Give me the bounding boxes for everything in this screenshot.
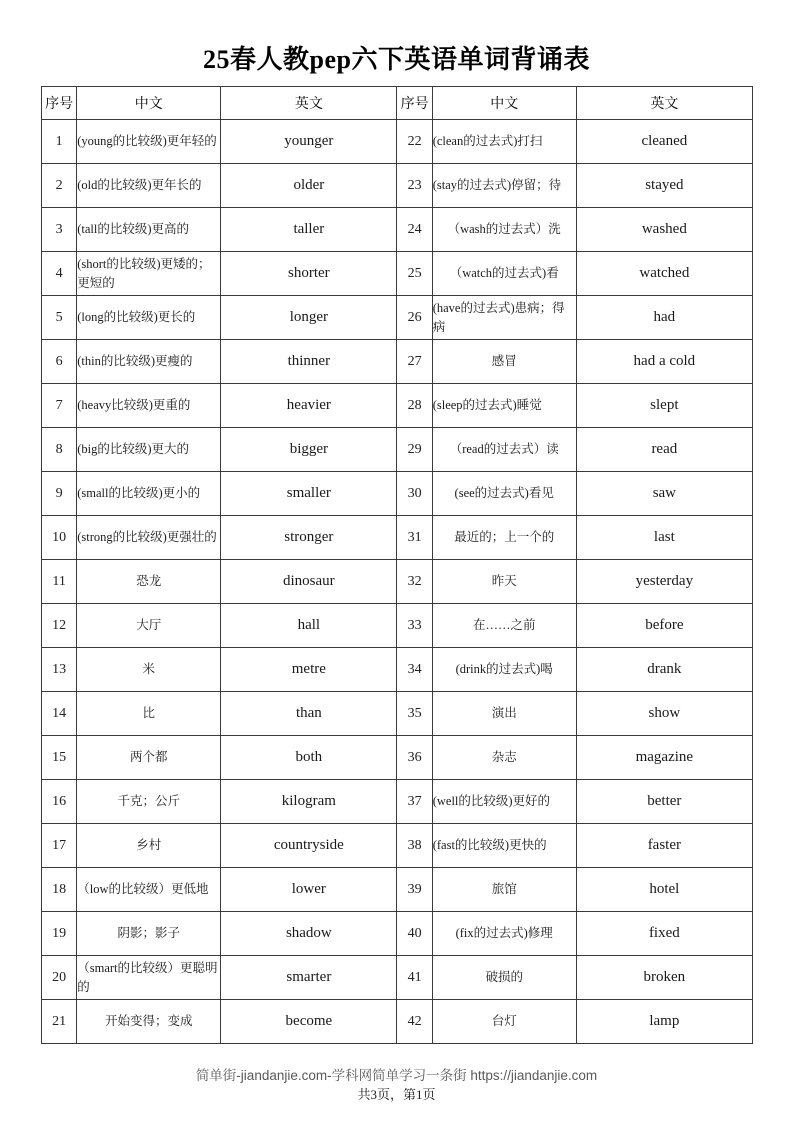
cell-chinese-right: 昨天 xyxy=(432,560,576,604)
cell-chinese-left: 米 xyxy=(77,648,221,692)
cell-english-left: longer xyxy=(221,296,397,340)
table-row xyxy=(42,384,753,428)
column-header-chinese-right: 中文 xyxy=(432,87,576,120)
cell-chinese-left: (old的比较级)更年长的 xyxy=(77,164,221,208)
cell-chinese-left: 大厅 xyxy=(77,604,221,648)
cell-chinese-right: (fix的过去式)修理 xyxy=(432,912,576,956)
cell-chinese-right: 演出 xyxy=(432,692,576,736)
cell-sequence-right: 22 xyxy=(397,120,432,164)
cell-sequence-right: 41 xyxy=(397,956,432,1000)
cell-sequence-left: 8 xyxy=(42,428,77,472)
cell-sequence-left: 12 xyxy=(42,604,77,648)
cell-sequence-right: 33 xyxy=(397,604,432,648)
cell-english-right: had xyxy=(576,296,752,340)
cell-chinese-right: （wash的过去式）洗 xyxy=(432,208,576,252)
cell-chinese-right: （read的过去式）读 xyxy=(432,428,576,472)
cell-english-left: kilogram xyxy=(221,780,397,824)
cell-sequence-right: 23 xyxy=(397,164,432,208)
cell-english-left: shorter xyxy=(221,252,397,296)
cell-english-left: countryside xyxy=(221,824,397,868)
cell-sequence-left: 10 xyxy=(42,516,77,560)
cell-chinese-left: （smart的比较级）更聪明的 xyxy=(77,956,221,1000)
cell-sequence-left: 15 xyxy=(42,736,77,780)
cell-chinese-right: 台灯 xyxy=(432,1000,576,1044)
cell-english-left: bigger xyxy=(221,428,397,472)
cell-sequence-right: 27 xyxy=(397,340,432,384)
cell-english-left: stronger xyxy=(221,516,397,560)
cell-sequence-left: 7 xyxy=(42,384,77,428)
cell-english-left: both xyxy=(221,736,397,780)
cell-sequence-left: 1 xyxy=(42,120,77,164)
cell-chinese-left: (tall的比较级)更高的 xyxy=(77,208,221,252)
cell-sequence-right: 32 xyxy=(397,560,432,604)
cell-chinese-left: 乡村 xyxy=(77,824,221,868)
vocabulary-table-container xyxy=(41,86,753,1044)
cell-sequence-right: 40 xyxy=(397,912,432,956)
table-header-row xyxy=(42,87,753,120)
table-row xyxy=(42,164,753,208)
table-row xyxy=(42,428,753,472)
cell-sequence-right: 31 xyxy=(397,516,432,560)
cell-english-right: cleaned xyxy=(576,120,752,164)
cell-chinese-left: （low的比较级）更低地 xyxy=(77,868,221,912)
cell-english-right: washed xyxy=(576,208,752,252)
cell-english-right: had a cold xyxy=(576,340,752,384)
cell-english-left: lower xyxy=(221,868,397,912)
table-row xyxy=(42,252,753,296)
cell-sequence-right: 35 xyxy=(397,692,432,736)
cell-chinese-right: (well的比较级)更好的 xyxy=(432,780,576,824)
cell-english-left: than xyxy=(221,692,397,736)
cell-sequence-left: 16 xyxy=(42,780,77,824)
cell-chinese-right: (sleep的过去式)睡觉 xyxy=(432,384,576,428)
cell-english-right: yesterday xyxy=(576,560,752,604)
cell-chinese-left: (big的比较级)更大的 xyxy=(77,428,221,472)
cell-sequence-left: 14 xyxy=(42,692,77,736)
cell-sequence-left: 9 xyxy=(42,472,77,516)
cell-chinese-left: 千克；公斤 xyxy=(77,780,221,824)
cell-chinese-left: 恐龙 xyxy=(77,560,221,604)
table-row xyxy=(42,912,753,956)
table-row xyxy=(42,648,753,692)
cell-chinese-right: 破损的 xyxy=(432,956,576,1000)
cell-english-right: magazine xyxy=(576,736,752,780)
cell-sequence-right: 29 xyxy=(397,428,432,472)
cell-sequence-right: 42 xyxy=(397,1000,432,1044)
cell-english-right: better xyxy=(576,780,752,824)
table-body xyxy=(42,120,753,1044)
cell-sequence-left: 5 xyxy=(42,296,77,340)
cell-sequence-left: 11 xyxy=(42,560,77,604)
cell-english-right: faster xyxy=(576,824,752,868)
table-row xyxy=(42,340,753,384)
cell-sequence-right: 39 xyxy=(397,868,432,912)
cell-english-left: heavier xyxy=(221,384,397,428)
column-header-chinese-left: 中文 xyxy=(77,87,221,120)
cell-english-left: shadow xyxy=(221,912,397,956)
table-row xyxy=(42,120,753,164)
cell-sequence-right: 24 xyxy=(397,208,432,252)
cell-english-left: older xyxy=(221,164,397,208)
cell-chinese-right: (stay的过去式)停留；待 xyxy=(432,164,576,208)
cell-chinese-left: (strong的比较级)更强壮的 xyxy=(77,516,221,560)
cell-english-right: hotel xyxy=(576,868,752,912)
table-row xyxy=(42,824,753,868)
cell-chinese-right: 最近的；上一个的 xyxy=(432,516,576,560)
cell-english-left: smarter xyxy=(221,956,397,1000)
cell-english-right: read xyxy=(576,428,752,472)
cell-english-right: show xyxy=(576,692,752,736)
cell-chinese-left: (heavy比较级)更重的 xyxy=(77,384,221,428)
cell-english-left: thinner xyxy=(221,340,397,384)
cell-sequence-right: 28 xyxy=(397,384,432,428)
cell-chinese-left: (thin的比较级)更瘦的 xyxy=(77,340,221,384)
vocabulary-table xyxy=(41,86,753,1044)
cell-sequence-left: 17 xyxy=(42,824,77,868)
cell-english-right: last xyxy=(576,516,752,560)
cell-english-left: hall xyxy=(221,604,397,648)
cell-chinese-left: 两个都 xyxy=(77,736,221,780)
cell-chinese-right: (drink的过去式)喝 xyxy=(432,648,576,692)
cell-english-left: become xyxy=(221,1000,397,1044)
cell-sequence-left: 21 xyxy=(42,1000,77,1044)
table-row xyxy=(42,868,753,912)
table-row xyxy=(42,472,753,516)
cell-sequence-left: 13 xyxy=(42,648,77,692)
cell-sequence-left: 20 xyxy=(42,956,77,1000)
cell-english-right: broken xyxy=(576,956,752,1000)
cell-english-left: smaller xyxy=(221,472,397,516)
table-row xyxy=(42,208,753,252)
footer-page-number: 共3页，第1页 xyxy=(357,1086,436,1102)
cell-sequence-left: 4 xyxy=(42,252,77,296)
cell-english-right: before xyxy=(576,604,752,648)
cell-sequence-left: 3 xyxy=(42,208,77,252)
cell-chinese-left: (small的比较级)更小的 xyxy=(77,472,221,516)
table-row xyxy=(42,692,753,736)
table-row xyxy=(42,956,753,1000)
column-header-english-right: 英文 xyxy=(576,87,752,120)
cell-english-right: watched xyxy=(576,252,752,296)
cell-english-right: lamp xyxy=(576,1000,752,1044)
cell-chinese-right: (clean的过去式)打扫 xyxy=(432,120,576,164)
cell-chinese-left: 开始变得；变成 xyxy=(77,1000,221,1044)
cell-english-right: saw xyxy=(576,472,752,516)
cell-chinese-right: (see的过去式)看见 xyxy=(432,472,576,516)
cell-sequence-right: 26 xyxy=(397,296,432,340)
cell-english-right: fixed xyxy=(576,912,752,956)
cell-chinese-left: 阴影；影子 xyxy=(77,912,221,956)
footer-watermark: 简单街-jiandanjie.com-学科网简单学习一条街 https://jiandanjie.com xyxy=(195,1068,598,1083)
cell-chinese-right: 杂志 xyxy=(432,736,576,780)
cell-chinese-right: (have的过去式)患病；得病 xyxy=(432,296,576,340)
column-header-seq-left: 序号 xyxy=(42,87,77,120)
cell-sequence-left: 6 xyxy=(42,340,77,384)
cell-sequence-right: 34 xyxy=(397,648,432,692)
table-row xyxy=(42,296,753,340)
table-row xyxy=(42,560,753,604)
table-header xyxy=(42,87,753,120)
cell-english-right: stayed xyxy=(576,164,752,208)
cell-sequence-left: 19 xyxy=(42,912,77,956)
cell-chinese-left: (young的比较级)更年轻的 xyxy=(77,120,221,164)
cell-sequence-right: 38 xyxy=(397,824,432,868)
page-footer xyxy=(0,1068,793,1103)
cell-chinese-right: （watch的过去式)看 xyxy=(432,252,576,296)
cell-sequence-right: 25 xyxy=(397,252,432,296)
table-row xyxy=(42,780,753,824)
cell-chinese-right: 感冒 xyxy=(432,340,576,384)
cell-sequence-right: 37 xyxy=(397,780,432,824)
cell-chinese-right: 旅馆 xyxy=(432,868,576,912)
cell-chinese-left: (short的比较级)更矮的；更短的 xyxy=(77,252,221,296)
cell-english-left: taller xyxy=(221,208,397,252)
page-title: 25春人教pep六下英语单词背诵表 xyxy=(203,45,590,74)
column-header-english-left: 英文 xyxy=(221,87,397,120)
table-row xyxy=(42,1000,753,1044)
cell-english-left: metre xyxy=(221,648,397,692)
cell-chinese-left: 比 xyxy=(77,692,221,736)
cell-english-left: dinosaur xyxy=(221,560,397,604)
table-row xyxy=(42,516,753,560)
cell-chinese-right: 在……之前 xyxy=(432,604,576,648)
cell-chinese-right: (fast的比较级)更快的 xyxy=(432,824,576,868)
table-row xyxy=(42,736,753,780)
cell-english-right: slept xyxy=(576,384,752,428)
cell-sequence-left: 2 xyxy=(42,164,77,208)
cell-chinese-left: (long的比较级)更长的 xyxy=(77,296,221,340)
cell-english-left: younger xyxy=(221,120,397,164)
column-header-seq-right: 序号 xyxy=(397,87,432,120)
cell-english-right: drank xyxy=(576,648,752,692)
cell-sequence-right: 36 xyxy=(397,736,432,780)
cell-sequence-right: 30 xyxy=(397,472,432,516)
cell-sequence-left: 18 xyxy=(42,868,77,912)
table-row xyxy=(42,604,753,648)
